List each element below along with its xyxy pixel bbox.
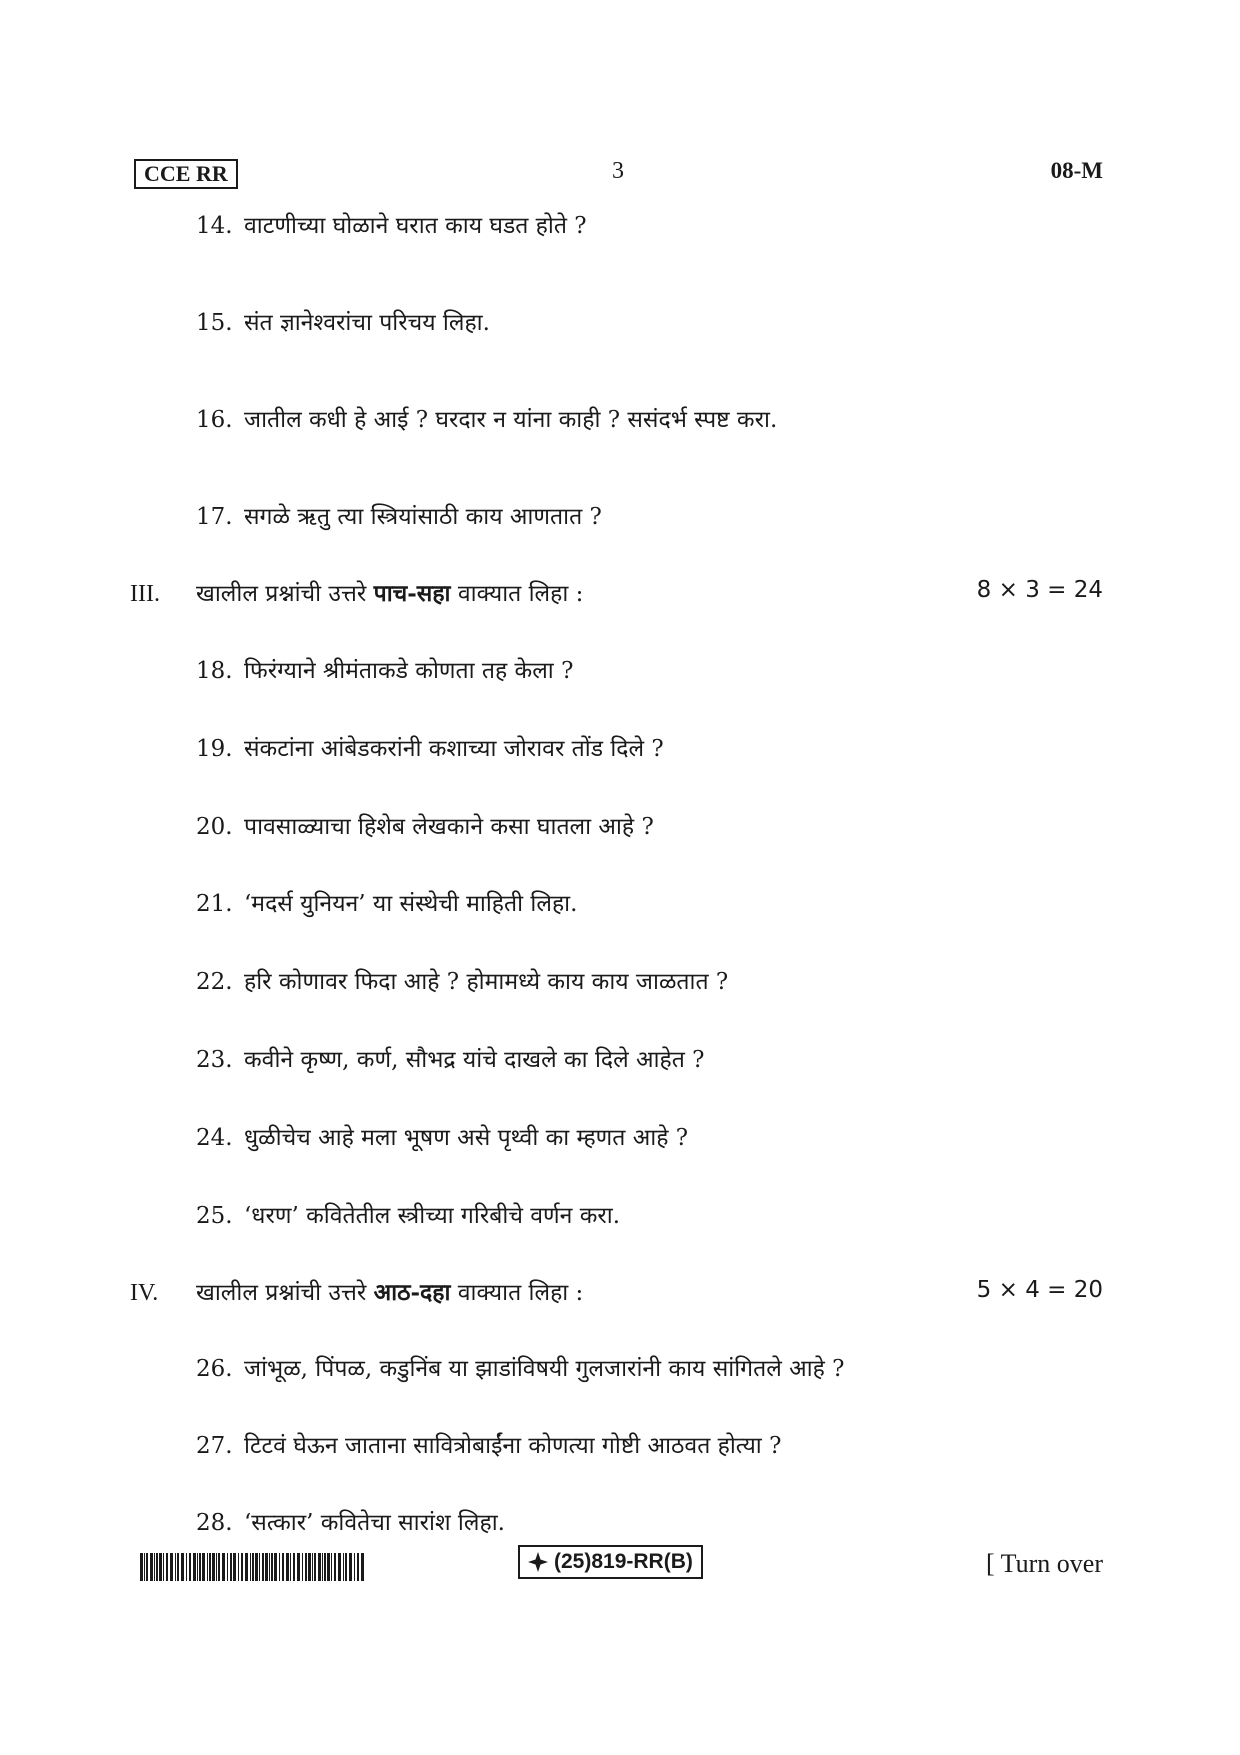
section-instruction-post: वाक्यात लिहा : xyxy=(450,1280,584,1306)
question-number: 18. xyxy=(196,658,233,684)
question-text: ‘सत्कार’ कवितेचा सारांश लिहा. xyxy=(244,1510,505,1536)
question-text: जांभूळ, पिंपळ, कडुनिंब या झाडांविषयी गुलजारांनी काय सांगितले आहे ? xyxy=(244,1356,845,1382)
question-item xyxy=(196,653,573,685)
page-number: 3 xyxy=(612,158,624,184)
four-point-star-icon xyxy=(528,1552,548,1572)
question-text: फिरंग्याने श्रीमंताकडे कोणता तह केला ? xyxy=(244,658,574,684)
question-number: 16. xyxy=(196,407,233,433)
turn-over-label: [ Turn over xyxy=(985,1549,1103,1578)
question-number: 20. xyxy=(196,814,233,840)
question-text: जातील कधी हे आई ? घरदार न यांना काही ? ससंदर्भ स्पष्ट करा. xyxy=(244,407,778,433)
question-number: 27. xyxy=(196,1433,233,1459)
question-number: 22. xyxy=(196,969,233,995)
section-instruction-bold: पाच-सहा xyxy=(373,580,451,607)
question-item xyxy=(196,499,602,531)
question-item xyxy=(196,1428,781,1460)
paper-code-box xyxy=(518,1545,703,1579)
question-item xyxy=(196,1042,705,1074)
question-item xyxy=(196,886,577,918)
question-text: टिटवं घेऊन जाताना सावित्रोबाईंना कोणत्या गोष्टी आठवत होत्या ? xyxy=(244,1433,782,1459)
question-item xyxy=(196,1505,505,1537)
question-text: वाटणीच्या घोळाने घरात काय घडत होते ? xyxy=(244,213,587,239)
paper-code: 08-M xyxy=(1050,158,1103,183)
question-item xyxy=(196,1198,620,1230)
question-item xyxy=(196,731,664,763)
question-item xyxy=(196,809,654,841)
section-instruction-pre: खालील प्रश्नांची उत्तरे xyxy=(196,581,374,607)
section-roman: III. xyxy=(130,581,160,607)
question-item xyxy=(196,402,777,434)
section-instruction-pre: खालील प्रश्नांची उत्तरे xyxy=(196,1280,374,1306)
section-heading xyxy=(130,1275,583,1307)
question-number: 23. xyxy=(196,1047,233,1073)
question-item xyxy=(196,305,490,337)
question-text: संकटांना आंबेडकरांनी कशाच्या जोरावर तोंड दिले ? xyxy=(244,736,664,762)
question-number: 28. xyxy=(196,1510,233,1536)
question-item xyxy=(196,208,587,240)
section-marks: 5 × 4 = 20 xyxy=(976,1277,1103,1303)
question-number: 15. xyxy=(196,310,233,336)
section-marks: 8 × 3 = 24 xyxy=(976,577,1103,603)
question-text: ‘मदर्स युनियन’ या संस्थेची माहिती लिहा. xyxy=(244,891,578,917)
section-instruction-bold: आठ-दहा xyxy=(373,1279,451,1306)
question-text: सगळे ऋतु त्या स्त्रियांसाठी काय आणतात ? xyxy=(244,504,602,530)
question-number: 14. xyxy=(196,213,233,239)
question-item xyxy=(196,1120,688,1152)
question-item xyxy=(196,964,728,996)
question-number: 26. xyxy=(196,1356,233,1382)
question-number: 24. xyxy=(196,1125,233,1151)
question-number: 21. xyxy=(196,891,233,917)
question-text: हरि कोणावर फिदा आहे ? होमामध्ये काय काय जाळतात ? xyxy=(244,969,729,995)
paper-code-text: (25)819-RR(B) xyxy=(554,1550,693,1573)
question-number: 25. xyxy=(196,1203,233,1229)
question-text: पावसाळ्याचा हिशेब लेखकाने कसा घातला आहे ? xyxy=(244,814,654,840)
section-instruction-post: वाक्यात लिहा : xyxy=(450,581,584,607)
section-roman: IV. xyxy=(130,1280,159,1306)
question-text: धुळीचेच आहे मला भूषण असे पृथ्वी का म्हणत आहे ? xyxy=(244,1125,689,1151)
question-number: 19. xyxy=(196,736,233,762)
section-heading xyxy=(130,576,583,608)
question-item xyxy=(196,1351,845,1383)
question-text: संत ज्ञानेश्वरांचा परिचय लिहा. xyxy=(244,310,490,336)
barcode-icon xyxy=(140,1553,365,1581)
paper-series-box: CCE RR xyxy=(134,159,238,189)
question-text: कवीने कृष्ण, कर्ण, सौभद्र यांचे दाखले का दिले आहेत ? xyxy=(244,1047,705,1073)
question-number: 17. xyxy=(196,504,233,530)
question-text: ‘धरण’ कवितेतील स्त्रीच्या गरिबीचे वर्णन करा. xyxy=(244,1203,621,1229)
